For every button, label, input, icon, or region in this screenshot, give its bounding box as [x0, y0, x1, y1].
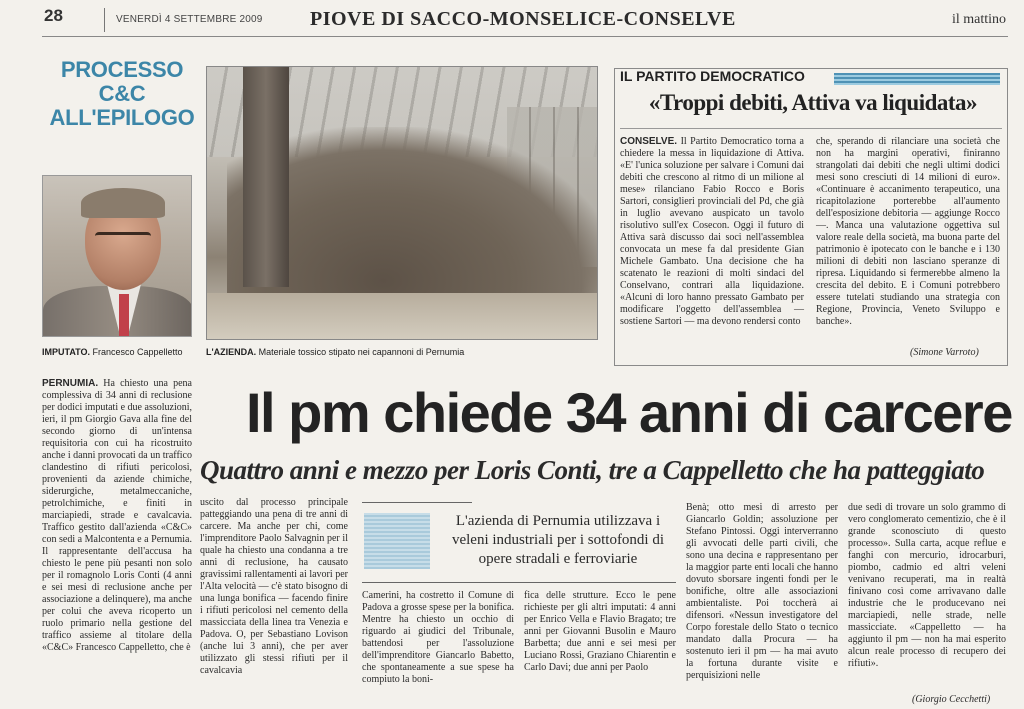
header-rule	[42, 36, 1008, 37]
main-article-column-4: fica delle strutture. Ecco le pene richieste per gli altri imputati: 4 anni per Enrico Vella e Flavio Bragato; tre anni per Giovanni Busolin e Mauro Barbetta; due anni e sei mesi per Luciano Rossi, Graziano Chiarentin e Carlo Davi; due anni per Paolo	[524, 590, 676, 673]
portrait-caption-text: Francesco Cappelletto	[92, 347, 183, 357]
side-article-label: IL PARTITO DEMOCRATICO	[620, 68, 805, 84]
side-article-text-1: Il Partito Democratico torna a chiedere la messa in liquidazione di Attiva. «E' l'unica soluzione per salvare i Comuni dai debiti che crescono al ritmo di un milione al mese» rilanciano Fabio Rocco e Boris Sartori, consiglieri provinciali del Pd, che già in luglio avevano auspicato un tavolo risolutivo sull'ex Cosecon. Oggi il futuro di Attiva sarà discusso dai soci nell'assemblea convocata un mese fa dal presidente Gian Michele Gambato. Una decisione che ha scatenato le reazioni di molti sindaci del Conselvano, contrari alla liquidazione. «Alcuni di loro hanno pressato Gambato per modificare l'oggetto dell'assemblea — sostiene Sartori — ma devono rendersi conto	[620, 136, 804, 327]
newspaper-name: il mattino	[952, 12, 1007, 27]
side-article-stripe	[834, 73, 1000, 85]
main-article-column-6: due sedi di trovare un solo grammo di vero conglomerato cementizio, che è il grande sconosciuto di questo processo». Sulla carta, acque reflue e fanghi con mercurio, idrocarburi, piombo, cadmio ed altri veleni venivano recuperati, ma in realtà finivano così come arrivavano dalle industrie che le producevano nei marciapiedi, nelle strade, nelle massicciate. «Cappelletto — ha aggiunto il pm — non ha mai esperito alcun reale processo di recupero dei rifiuti».	[848, 502, 1006, 669]
blurb-rule-top	[362, 502, 472, 503]
header-divider	[104, 8, 105, 32]
portrait-caption-label: IMPUTATO.	[42, 347, 90, 357]
side-article-title: «Troppi debiti, Attiva va liquidata»	[648, 90, 978, 115]
warehouse-photo	[206, 66, 598, 340]
main-article-text-1: Ha chiesto una pena complessiva di 34 anni di reclusione per dodici imputati e due assoluzioni, ieri, il pm Giorgio Gava alla fine del secondo giorno di un'intensa requisitoria con cui ha ricostruito anche i danni provocati da un traffico clandestino di rifiuti pericolosi, provenienti da aziende chimiche, siderurgiche, metalmeccaniche, petrolchimiche, e finiti in marciapiedi, strade e cavalcavia. Traffico gestito dall'azienda «C&C» con sedi a Malcontenta e a Pernumia. Il rappresentante dell'accusa ha chiesto le pene più pesanti non solo per il romagnolo Loris Conti (4 anni e sei mesi di reclusione anche per associazione a delinquere), ma anche per colui che aveva ricoperto un ruolo primario nella gestione del traffico assieme al titolare della «C&C» Francesco Cappelletto, che è	[42, 378, 192, 653]
side-article-column-1	[620, 136, 804, 328]
side-article-signature: (Simone Varroto)	[910, 347, 979, 358]
page-number: 28	[44, 6, 63, 25]
main-subheadline: Quattro anni e mezzo per Loris Conti, tre a Cappelletto che ha patteggiato	[200, 455, 985, 485]
main-article-column-1	[42, 378, 192, 654]
side-article-dateline: CONSELVE.	[620, 136, 678, 147]
main-article-column-2: uscito dal processo principale patteggiando una pena di tre anni di carcere. Ma anche per chi, come l'imprenditore Paolo Salvagnin per il quale ha chiesto una condanna a tre anni di reclusione, ha causato gravissimi rallentamenti ai lavori per l'Alta velocità — c'è stato bisogno di una lunga bonifica — facendo finire i rifiuti pericolosi nel cemento della massicciata della linea tra Venezia e Padova. O, per Sebastiano Lovison (anche lui 3 anni), che per aver utilizzato gli stessi rifiuti per il cavalcavia	[200, 497, 348, 676]
main-headline: Il pm chiede 34 anni di carcere	[246, 381, 1012, 444]
pull-quote: L'azienda di Pernumia utilizzava i veleni industriali per i sottofondi di opere stradali e ferroviarie	[451, 513, 665, 567]
kicker: PROCESSO C&C ALL'EPILOGO	[49, 57, 195, 130]
main-article-signature: (Giorgio Cecchetti)	[912, 694, 991, 705]
photo-caption-label: L'AZIENDA.	[206, 347, 257, 357]
photo-caption	[206, 347, 464, 357]
blurb-rule-bottom	[362, 582, 676, 583]
main-article-dateline: PERNUMIA.	[42, 378, 99, 389]
portrait-caption	[42, 347, 183, 357]
section-title: PIOVE DI SACCO-MONSELICE-CONSELVE	[310, 8, 736, 30]
side-article-column-2: che, sperando di rilanciare una società che non ha margini operativi, finiranno strangolati dai debiti che negli ultimi dodici mesi sono cresciuti di 14 milioni di euro». «Continuare è accanimento terapeutico, una ricapitolazione porterebbe all'aumento dell'esposizione debitoria — aggiunge Rocco —. Manca una valutazione oggettiva sul valore reale della società, ma buona parte del patrimonio è ipotecato con le banche e i 130 milioni di debiti non lasciano speranze di ripresa. Liquidando si fermerebbe almeno la crescita del debito. E i Comuni potrebbero essere tutelati studiando una strategia con Regione, Provincia, Veneto Sviluppo e banche».	[816, 136, 1000, 327]
main-article-column-5: Benà; otto mesi di arresto per Giancarlo Goldin; assoluzione per Stefano Pintossi. Oggi interverranno gli avvocati delle parti civili, che sono una decina e rappresentano per la maggior parte enti locali che hanno dovuto sborsare ingenti fondi per le bonifiche, oltre alle associazioni ambientaliste. Poi toccherà ai difensori. «Nessun investigatore del Corpo forestale dello Stato o tecnico mandato dalla Procura — ha sostenuto ieri il pm — ha mai avuto la fortuna durante visite e perquisizioni nelle	[686, 502, 838, 681]
photo-caption-text: Materiale tossico stipato nei capannoni di Pernumia	[258, 347, 465, 357]
issue-date: VENERDÌ 4 SETTEMBRE 2009	[116, 14, 263, 25]
side-article-rule	[620, 128, 1002, 129]
blurb-decoration	[364, 513, 430, 569]
main-article-column-3: Camerini, ha costretto il Comune di Padova a grosse spese per la bonifica. Mentre ha chiesto un occhio di riguardo ai giudici del Tribunale, battendosi per l'assoluzione dell'imprenditore Giancarlo Babetto, che spontaneamente a sue spese ha compiuto la boni-	[362, 590, 514, 685]
defendant-photo	[42, 175, 192, 337]
